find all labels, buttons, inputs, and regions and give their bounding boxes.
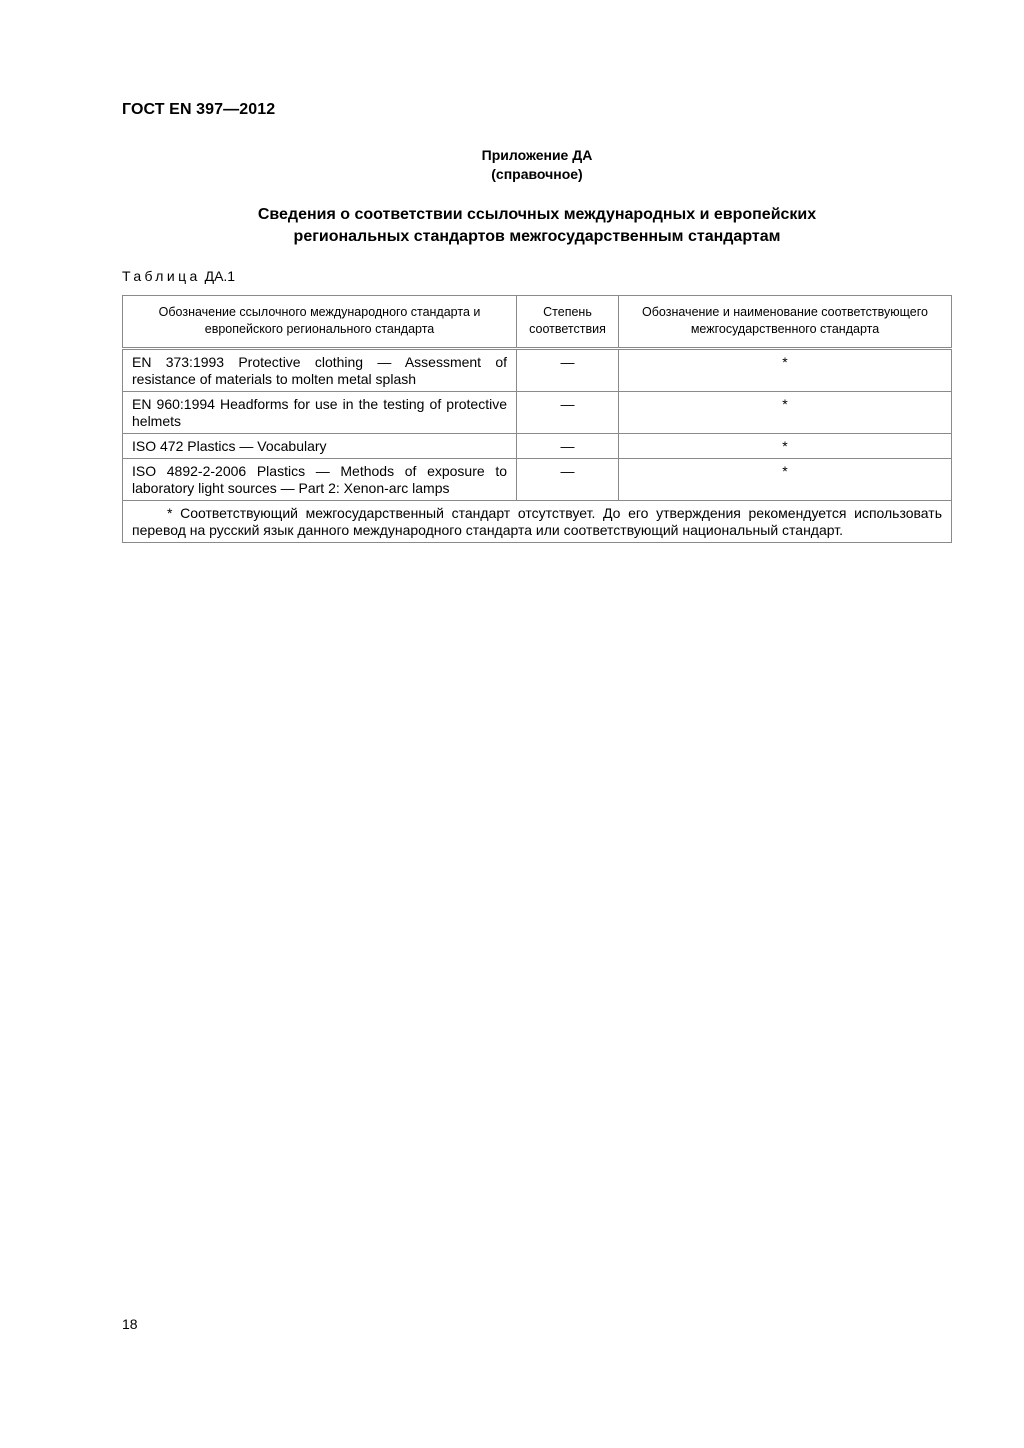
degree-cell: — bbox=[517, 349, 619, 392]
document-code: ГОСТ EN 397—2012 bbox=[122, 101, 276, 118]
annex-title-line-2: региональных стандартов межгосударственным стандартам bbox=[293, 228, 781, 245]
reference-standard-cell: ISO 4892-2-2006 Plastics — Methods of exposure to laboratory light sources — Part 2: Xenon-arc lamps bbox=[123, 459, 517, 501]
table-caption bbox=[122, 268, 235, 284]
table-caption-number: ДА.1 bbox=[204, 268, 236, 284]
reference-standard-cell: ISO 472 Plastics — Vocabulary bbox=[123, 434, 517, 459]
annex-title bbox=[122, 204, 952, 248]
table-footnote-row bbox=[123, 501, 952, 543]
interstate-standard-cell: * bbox=[619, 349, 952, 392]
header-reference-standard: Обозначение ссылочного международного стандарта и европейского регионального стандарта bbox=[123, 296, 517, 349]
degree-cell: — bbox=[517, 434, 619, 459]
interstate-standard-cell: * bbox=[619, 392, 952, 434]
table-caption-word: Таблица bbox=[122, 268, 201, 284]
annex-kind: (справочное) bbox=[491, 166, 583, 182]
table-header-row bbox=[123, 296, 952, 349]
correspondence-table bbox=[122, 295, 952, 543]
interstate-standard-cell: * bbox=[619, 459, 952, 501]
header-degree-of-correspondence: Степень соответствия bbox=[517, 296, 619, 349]
table-row bbox=[123, 459, 952, 501]
annex-label: Приложение ДА bbox=[481, 147, 593, 163]
annex-heading bbox=[122, 146, 952, 184]
degree-cell: — bbox=[517, 392, 619, 434]
table-row bbox=[123, 434, 952, 459]
interstate-standard-cell: * bbox=[619, 434, 952, 459]
table-row bbox=[123, 392, 952, 434]
header-interstate-standard: Обозначение и наименование соответствующего межгосударственного стандарта bbox=[619, 296, 952, 349]
table-footnote: * Соответствующий межгосударственный стандарт отсутствует. До его утверждения рекомендуется использовать перевод на русский язык данного международного стандарта или соответствующий национальный стандарт. bbox=[123, 501, 952, 543]
table-row bbox=[123, 349, 952, 392]
reference-standard-cell: EN 373:1993 Protective clothing — Assessment of resistance of materials to molten metal splash bbox=[123, 349, 517, 392]
page-number: 18 bbox=[122, 1316, 138, 1332]
reference-standard-cell: EN 960:1994 Headforms for use in the testing of protective helmets bbox=[123, 392, 517, 434]
annex-title-line-1: Сведения о соответствии ссылочных международных и европейских bbox=[257, 206, 817, 223]
degree-cell: — bbox=[517, 459, 619, 501]
